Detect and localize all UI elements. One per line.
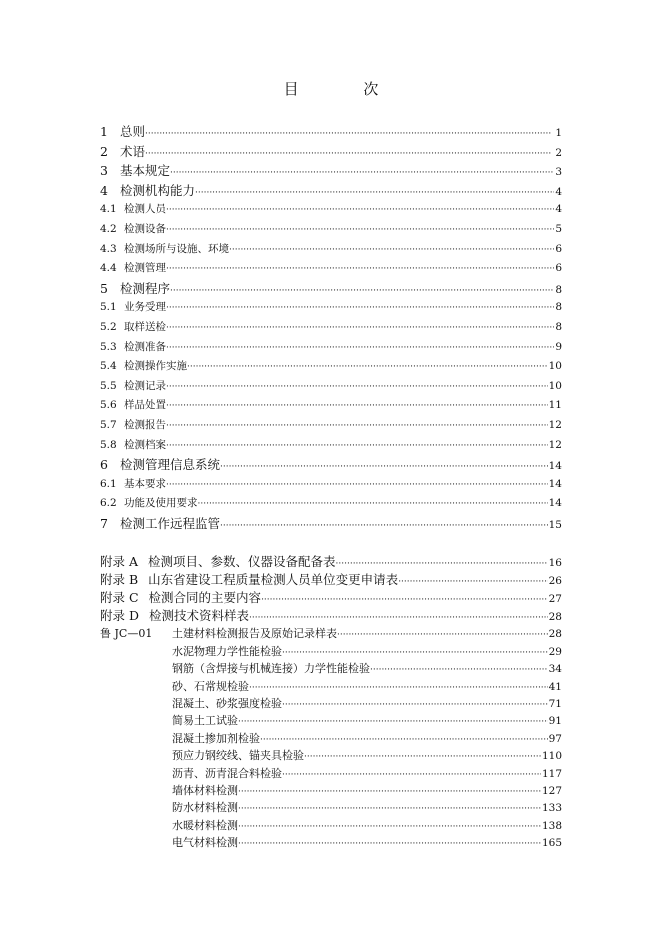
toc-entry[interactable]: [100, 142, 562, 162]
toc-entry-title: 检测工作远程监管: [120, 515, 221, 531]
toc-entry-page: 14: [548, 460, 562, 473]
toc-entry[interactable]: [100, 122, 562, 142]
toc-entry-number: 5.2: [100, 320, 117, 333]
toc-entry-page: 8: [555, 320, 562, 333]
toc-entry-page: 165: [541, 837, 562, 850]
toc-entry-title: 电气材料检测: [172, 836, 238, 850]
toc-entry[interactable]: [100, 834, 562, 851]
toc-entry[interactable]: [100, 782, 562, 799]
toc-entry-number: 6.2: [100, 497, 117, 510]
toc-entry-number: 5.3: [100, 340, 117, 353]
toc-entry[interactable]: [100, 607, 562, 625]
toc-entry-page: 28: [548, 611, 562, 624]
toc-entry-number: 4.1: [100, 203, 117, 216]
toc-entry-page: 14: [548, 477, 562, 490]
toc-entry[interactable]: [100, 279, 562, 299]
toc-entry-number: 6: [100, 457, 108, 473]
toc-entry-title: 基本要求: [124, 477, 166, 490]
toc-entry-title: 砂、石常规检验: [172, 679, 249, 693]
toc-entry-page: 138: [541, 819, 562, 832]
toc-entry-page: 16: [548, 557, 562, 570]
toc-entry-page: 14: [548, 497, 562, 510]
dot-leader: [166, 318, 554, 339]
toc-entry-number: 2: [100, 143, 108, 159]
toc-entry-page: 12: [548, 418, 562, 431]
toc-entry-title: 混凝土、砂浆强度检验: [172, 697, 282, 711]
toc-entry[interactable]: [100, 436, 562, 456]
toc-entry-title: 检测档案: [124, 438, 166, 451]
toc-entry-number: 附录 B: [100, 572, 139, 588]
toc-entry-title: 检测报告: [124, 418, 166, 431]
toc-entry[interactable]: [100, 475, 562, 495]
dot-leader: [166, 200, 554, 221]
toc-entry[interactable]: [100, 357, 562, 377]
toc-entry[interactable]: [100, 730, 562, 747]
toc-entry-number: 3: [100, 163, 108, 179]
toc-entry-title: 检测场所与设施、环境: [124, 242, 229, 255]
toc-entry-number: 5.4: [100, 360, 117, 373]
toc-entry-page: 2: [555, 146, 562, 159]
toc-entry[interactable]: [100, 200, 562, 220]
toc-entry[interactable]: [100, 643, 562, 660]
toc-entry-page: 71: [548, 698, 562, 711]
toc-entry-title: 检测合同的主要内容: [148, 590, 262, 606]
toc-entry[interactable]: [100, 660, 562, 677]
toc-entry-title: 业务受理: [124, 301, 166, 314]
toc-entry-page: 6: [555, 242, 562, 255]
toc-entry[interactable]: [100, 765, 562, 782]
page-title: 目 次: [283, 80, 409, 98]
dot-leader: [166, 220, 554, 241]
toc-entry-number: 1: [100, 124, 108, 139]
toc-entry[interactable]: [100, 712, 562, 729]
toc-entry-title: 检测设备: [124, 222, 166, 235]
toc-entry-title: 检测项目、参数、仪器设备配备表: [148, 554, 336, 570]
toc-entry[interactable]: [100, 220, 562, 240]
toc-entry-page: 29: [548, 645, 562, 658]
dot-leader: [166, 259, 554, 280]
toc-entry-number: 4.3: [100, 242, 117, 255]
toc-entry-number: 4.4: [100, 262, 117, 275]
section-gap: [100, 533, 562, 553]
toc-entry[interactable]: [100, 514, 562, 534]
dot-leader: [166, 377, 548, 398]
toc-entry[interactable]: [100, 298, 562, 318]
toc-entry-number: 7: [100, 515, 108, 531]
toc-entry-title: 防水材料检测: [172, 801, 238, 815]
toc-entry[interactable]: [100, 455, 562, 475]
toc-entry[interactable]: [100, 318, 562, 338]
toc-entry-title: 简易土工试验: [172, 714, 238, 728]
toc-entry-number: 附录 D: [100, 608, 139, 624]
toc-entry-title: 检测程序: [120, 280, 171, 296]
toc-entry-number: 5.6: [100, 399, 117, 412]
toc-entry-number: 5.1: [100, 301, 117, 314]
toc-entry-page: 10: [548, 379, 562, 392]
toc-entry-page: 8: [555, 283, 562, 296]
toc-entry-page: 11: [548, 399, 562, 412]
toc-entry[interactable]: [100, 695, 562, 712]
toc-entry-page: 97: [548, 732, 562, 745]
toc-entry-page: 12: [548, 438, 562, 451]
dot-leader: [166, 475, 548, 496]
toc-entry[interactable]: [100, 678, 562, 695]
toc-entry[interactable]: [100, 625, 562, 642]
toc-entry-title: 检测记录: [124, 379, 166, 392]
toc-entry-title: 混凝土掺加剂检验: [172, 731, 260, 745]
dot-leader: [166, 416, 548, 437]
toc-entry[interactable]: [100, 396, 562, 416]
toc-entry-title: 样品处置: [124, 399, 166, 412]
toc-entry-title: 墙体材料检测: [172, 783, 238, 797]
toc-entry-title: 检测操作实施: [124, 360, 187, 373]
toc-entry-page: 127: [541, 784, 562, 797]
dot-leader: [166, 338, 554, 359]
toc-entry-title: 取样送检: [124, 320, 166, 333]
toc-entry[interactable]: [100, 553, 562, 571]
dot-leader: [336, 553, 548, 573]
toc-entry-number: 6.1: [100, 477, 117, 490]
toc-entry-title: 检测技术资料样表: [149, 608, 250, 624]
toc-entry[interactable]: [100, 747, 562, 764]
toc-entry-number: 5: [100, 280, 108, 296]
toc-entry-page: 34: [548, 663, 562, 676]
toc-entry-number: 5.7: [100, 418, 117, 431]
dot-leader: [398, 571, 547, 591]
toc-entry-page: 133: [541, 802, 562, 815]
toc-entry-page: 91: [548, 715, 562, 728]
toc-entry[interactable]: [100, 377, 562, 397]
toc-entry-page: 10: [548, 360, 562, 373]
toc-entry-title: 土建材料检测报告及原始记录样表: [172, 627, 337, 641]
toc-entry-title: 钢筋（含焊接与机械连接）力学性能检验: [172, 662, 370, 676]
toc-entry[interactable]: [100, 181, 562, 201]
dot-leader: [166, 436, 548, 457]
toc-entry-page: 4: [555, 203, 562, 216]
toc-entry-title: 山东省建设工程质量检测人员单位变更申请表: [148, 572, 399, 588]
dot-leader: [166, 396, 548, 417]
dot-leader: [249, 607, 548, 627]
toc-entry-page: 15: [548, 518, 562, 531]
toc-entry-title: 基本规定: [120, 163, 171, 179]
dot-leader: [187, 357, 548, 378]
toc-entry[interactable]: [100, 494, 562, 514]
table-of-contents: [100, 122, 562, 852]
toc-entry[interactable]: [100, 416, 562, 436]
toc-entry-title: 水暖材料检测: [172, 818, 238, 832]
toc-entry-number: 5.5: [100, 379, 117, 392]
dot-leader: [261, 589, 548, 609]
toc-entry-title: 术语: [120, 143, 146, 159]
toc-entry-title: 检测管理: [124, 262, 166, 275]
toc-entry-page: 41: [548, 680, 562, 693]
toc-entry-title: 总则: [120, 124, 146, 139]
toc-entry-page: 1: [555, 127, 562, 139]
dot-leader: [229, 240, 554, 261]
toc-entry[interactable]: [100, 240, 562, 260]
toc-entry[interactable]: [100, 161, 562, 181]
toc-entry-title: 检测人员: [124, 203, 166, 216]
toc-entry-number: 4.2: [100, 222, 117, 235]
toc-entry-number: 附录 C: [100, 590, 139, 606]
toc-entry-number: 鲁 JC—01: [100, 627, 153, 641]
toc-entry-number: 4: [100, 182, 108, 198]
toc-entry-page: 110: [541, 750, 562, 763]
toc-entry[interactable]: [100, 259, 562, 279]
toc-entry-page: 6: [555, 262, 562, 275]
toc-entry-title: 水泥物理力学性能检验: [172, 644, 282, 658]
toc-entry-page: 26: [548, 575, 562, 588]
toc-entry-page: 28: [548, 628, 562, 641]
toc-entry-title: 功能及使用要求: [124, 497, 198, 510]
dot-leader: [198, 494, 548, 515]
dot-leader: [166, 298, 554, 319]
toc-entry-title: 检测准备: [124, 340, 166, 353]
toc-entry-title: 检测机构能力: [120, 182, 196, 198]
toc-entry-number: 5.8: [100, 438, 117, 451]
dot-leader: [220, 514, 548, 537]
toc-entry[interactable]: [100, 817, 562, 834]
toc-entry-page: 4: [555, 185, 562, 198]
toc-entry-page: 27: [548, 593, 562, 606]
toc-entry-page: 8: [555, 301, 562, 314]
toc-entry-title: 沥青、沥青混合料检验: [172, 766, 282, 780]
toc-entry-number: 附录 A: [100, 554, 139, 570]
toc-entry[interactable]: [100, 571, 562, 589]
dot-leader: [238, 834, 541, 853]
toc-entry-title: 预应力钢绞线、锚夹具检验: [172, 749, 304, 763]
toc-entry-page: 117: [541, 767, 562, 780]
toc-entry-page: 3: [555, 166, 562, 179]
toc-entry-page: 9: [555, 340, 562, 353]
toc-entry-page: 5: [555, 222, 562, 235]
toc-entry-title: 检测管理信息系统: [120, 457, 221, 473]
toc-entry[interactable]: [100, 589, 562, 607]
toc-entry[interactable]: [100, 799, 562, 816]
toc-entry[interactable]: [100, 338, 562, 358]
